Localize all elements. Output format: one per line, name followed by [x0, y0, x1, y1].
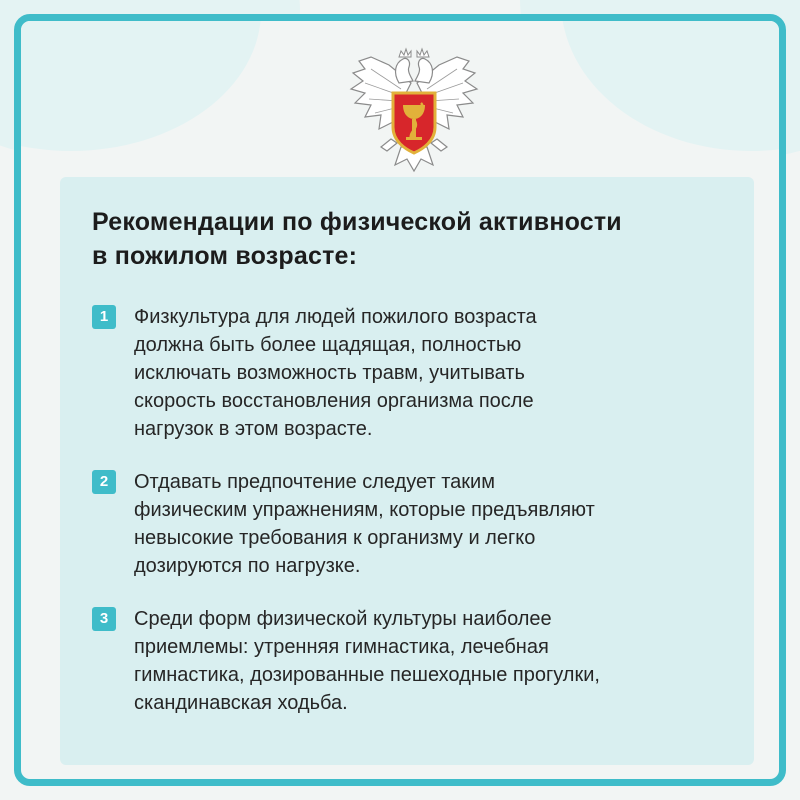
item-number-badge: 1 — [92, 305, 116, 329]
emblem-icon — [341, 43, 487, 177]
background-circle — [561, 14, 786, 151]
item-number-badge: 2 — [92, 470, 116, 494]
item-text: Среди форм физической культуры наиболее приемлемы: утренняя гимнастика, лечебная гимнастика, дозированные пешеходные прогулки, скандинавская ходьба. — [134, 608, 600, 714]
card-title: Рекомендации по физической активности в пожилом возрасте: — [92, 208, 622, 270]
item-text: Физкультура для людей пожилого возраста должна быть более щадящая, полностью исключать возможность травм, учитывать скорость восстановления организма после нагрузок в этом возрасте. — [134, 306, 537, 440]
content-frame — [14, 14, 786, 786]
background-circle — [14, 14, 261, 151]
item-text: Отдавать предпочтение следует таким физическим упражнениям, которые предъявляют невысокие требования к организму и легко дозируются по нагрузке. — [134, 471, 595, 577]
recommendations-card — [60, 177, 754, 765]
item-number-badge: 3 — [92, 607, 116, 631]
